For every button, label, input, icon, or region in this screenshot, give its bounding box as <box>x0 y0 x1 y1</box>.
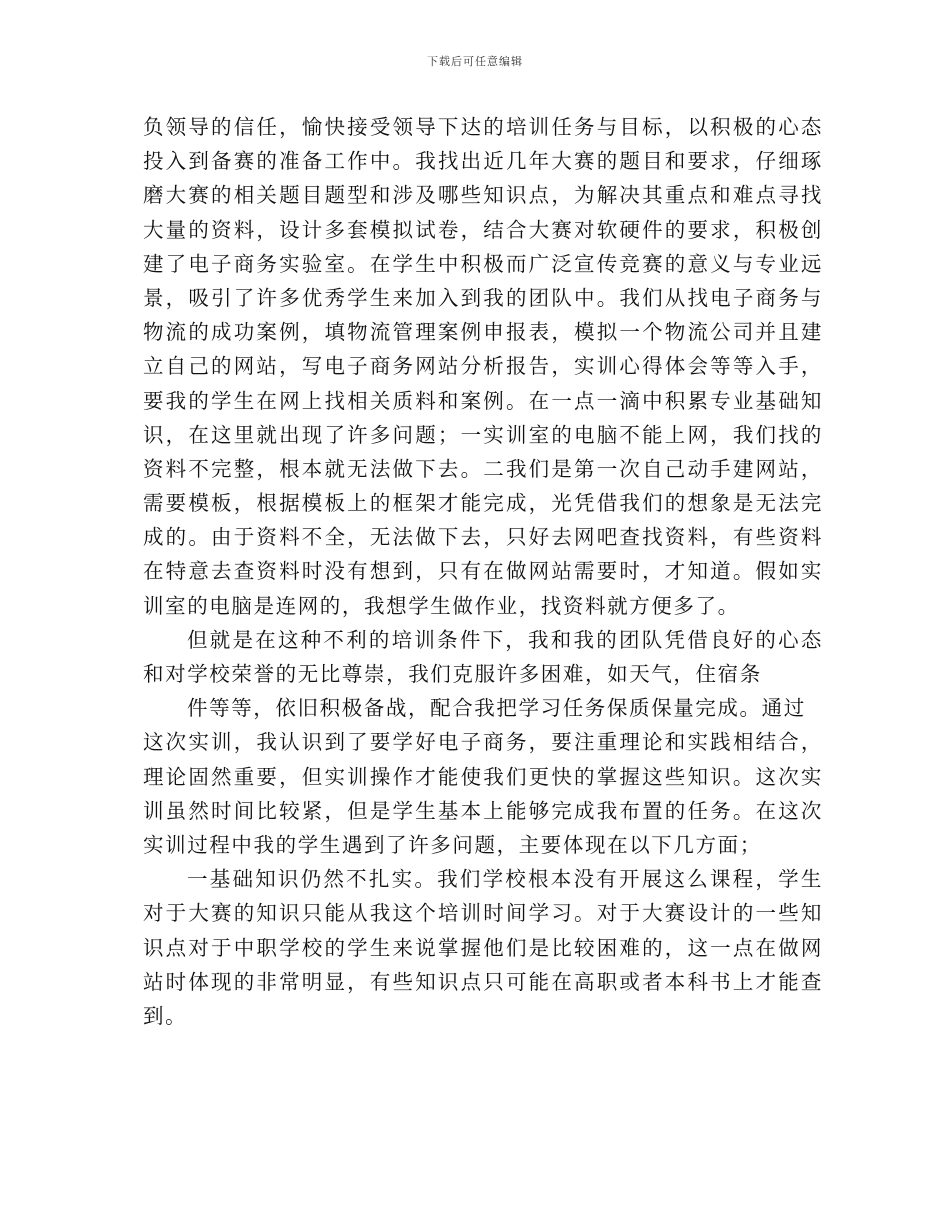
text-line: 和对学校荣誉的无比尊崇，我们克服许多困难，如天气，住宿条 <box>143 662 762 686</box>
text-line: 到。 <box>143 1003 188 1028</box>
text-line: 负领导的信任，愉快接受领导下达的培训任务与目标，以积极的心态 <box>143 115 823 139</box>
text-line: 训室的电脑是连网的，我想学生做作业，找资料就方便多了。 <box>143 593 740 618</box>
text-line: 磨大赛的相关题目题型和涉及哪些知识点，为解决其重点和难点寻找 <box>143 183 823 208</box>
text-line: 大量的资料，设计多套模拟试卷，结合大赛对软硬件的要求，积极创 <box>143 217 823 242</box>
text-line: 投入到备赛的准备工作中。我找出近几年大赛的题目和要求，仔细琢 <box>143 149 823 174</box>
text-line: 对于大赛的知识只能从我这个培训时间学习。对于大赛设计的一些知 <box>143 901 823 926</box>
document-body <box>143 110 823 1033</box>
text-line: 建了电子商务实验室。在学生中积极而广泛宣传竞赛的意义与专业远 <box>143 251 823 276</box>
text-line: 训虽然时间比较紧，但是学生基本上能够完成我布置的任务。在这次 <box>143 798 823 823</box>
text-line: 要我的学生在网上找相关质料和案例。在一点一滴中积累专业基础知 <box>143 388 823 413</box>
text-line: 这次实训，我认识到了要学好电子商务，要注重理论和实践相结合， <box>143 730 823 755</box>
text-line: 资料不完整，根本就无法做下去。二我们是第一次自己动手建网站， <box>143 456 823 481</box>
text-line: 理论固然重要，但实训操作才能使我们更快的掌握这些知识。这次实 <box>143 764 823 789</box>
text-line: 识点对于中职学校的学生来说掌握他们是比较困难的，这一点在做网 <box>143 935 823 960</box>
text-line: 立自己的网站，写电子商务网站分析报告，实训心得体会等等入手， <box>143 354 823 379</box>
text-line: 需要模板，根据模板上的框架才能完成，光凭借我们的想象是无法完 <box>143 491 823 516</box>
text-line: 景，吸引了许多优秀学生来加入到我的团队中。我们从找电子商务与 <box>143 285 823 310</box>
text-line: 在特意去查资料时没有想到，只有在做网站需要时，才知道。假如实 <box>143 559 823 584</box>
paragraph-start-line: 但就是在这种不利的培训条件下，我和我的团队凭借良好的心态 <box>187 627 823 652</box>
paragraph-start-line: 一基础知识仍然不扎实。我们学校根本没有开展这么课程，学生 <box>187 867 823 892</box>
paragraph-start-line: 件等等，依旧积极备战，配合我把学习任务保质保量完成。通过 <box>187 696 806 721</box>
text-line: 物流的成功案例，填物流管理案例申报表，模拟一个物流公司并且建 <box>143 320 823 345</box>
text-line: 识，在这里就出现了许多问题；一实训室的电脑不能上网，我们找的 <box>143 422 823 447</box>
page-header: 下载后可任意编辑 <box>427 55 523 68</box>
text-line: 站时体现的非常明显，有些知识点只可能在高职或者本科书上才能查 <box>143 969 823 994</box>
text-line: 成的。由于资料不全，无法做下去，只好去网吧查找资料，有些资料 <box>143 525 823 550</box>
text-line: 实训过程中我的学生遇到了许多问题，主要体现在以下几方面； <box>143 832 762 857</box>
